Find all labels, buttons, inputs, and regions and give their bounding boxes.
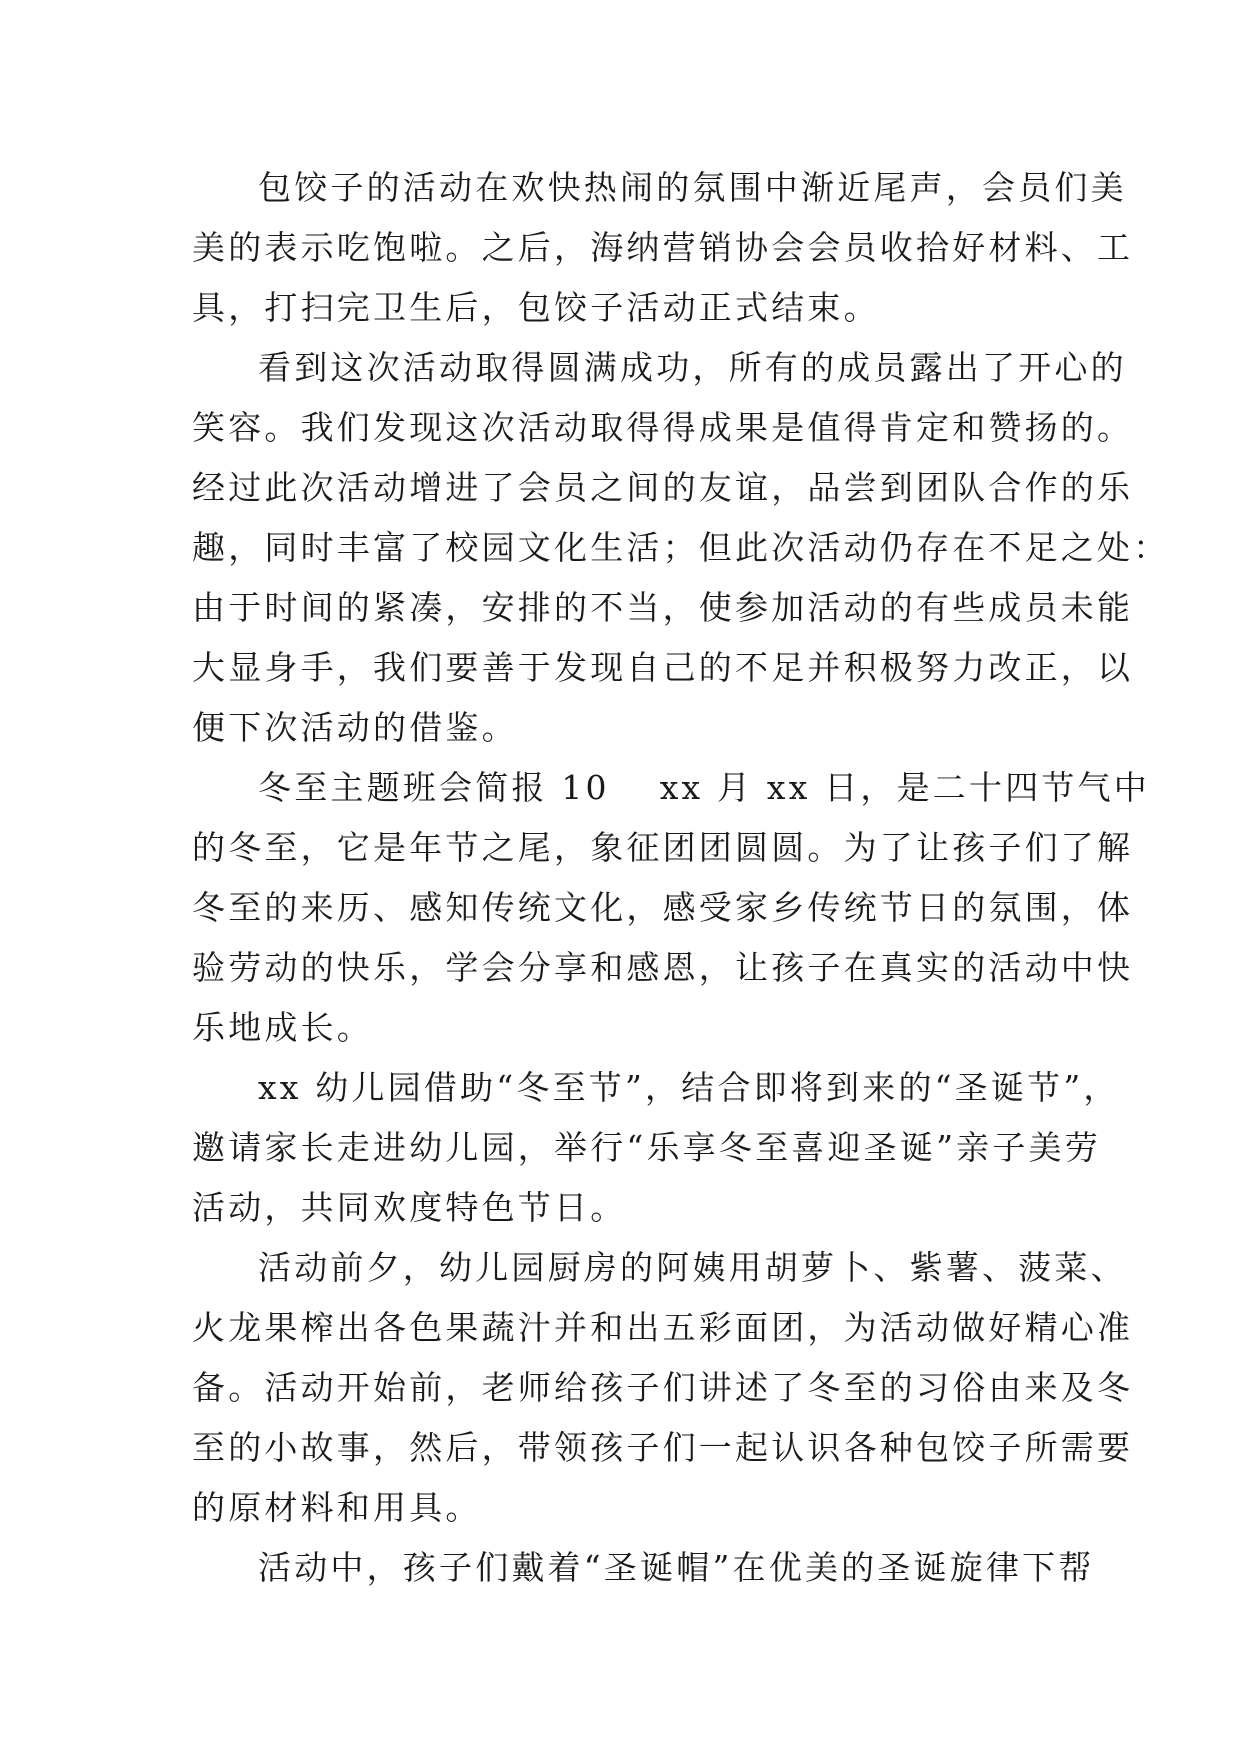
paragraph-3-line-3: 冬至的来历、感知传统文化，感受家乡传统节日的氛围，体 (192, 888, 1134, 927)
paragraph-1-line-3: 具，打扫完卫生后，包饺子活动正式结束。 (192, 288, 880, 327)
paragraph-5-line-3: 备。活动开始前，老师给孩子们讲述了冬至的习俗由来及冬 (192, 1368, 1134, 1407)
paragraph-2-line-1: 看到这次活动取得圆满成功，所有的成员露出了开心的 (258, 348, 1127, 387)
paragraph-2-line-6: 大显身手，我们要善于发现自己的不足并积极努力改正，以 (192, 648, 1134, 687)
paragraph-5-line-4: 至的小故事，然后，带领孩子们一起认识各种包饺子所需要 (192, 1428, 1134, 1467)
document-body (192, 158, 1170, 1598)
paragraph-2-line-7: 便下次活动的借鉴。 (192, 708, 518, 747)
paragraph-4-line-2: 邀请家长走进幼儿园，举行“乐享冬至喜迎圣诞”亲子美劳 (192, 1128, 1101, 1167)
paragraph-3-line-1 (192, 758, 1151, 818)
paragraph-1-line-1: 包饺子的活动在欢快热闹的氛围中渐近尾声，会员们美 (258, 168, 1127, 207)
paragraph-6-line-1: 活动中，孩子们戴着“圣诞帽”在优美的圣诞旋律下帮 (258, 1548, 1095, 1587)
paragraph-3-line-4: 验劳动的快乐，学会分享和感恩，让孩子在真实的活动中快 (192, 948, 1134, 987)
paragraph-2-line-4: 趣，同时丰富了校园文化生活；但此次活动仍存在不足之处： (192, 528, 1170, 567)
paragraph-2-line-5: 由于时间的紧凑，安排的不当，使参加活动的有些成员未能 (192, 588, 1134, 627)
date-text: xx 月 xx 日，是二十四节气中 (659, 768, 1151, 807)
paragraph-5-line-1: 活动前夕，幼儿园厨房的阿姨用胡萝卜、紫薯、菠菜、 (258, 1248, 1127, 1287)
paragraph-4-line-1: xx 幼儿园借助“冬至节”，结合即将到来的“圣诞节”， (258, 1068, 1120, 1107)
paragraph-3-line-2: 的冬至，它是年节之尾，象征团团圆圆。为了让孩子们了解 (192, 828, 1134, 867)
paragraph-5-line-2: 火龙果榨出各色果蔬汁并和出五彩面团，为活动做好精心准 (192, 1308, 1134, 1347)
paragraph-5-line-5: 的原材料和用具。 (192, 1488, 482, 1527)
section-heading: 冬至主题班会简报 10 (258, 768, 610, 807)
paragraph-1-line-2: 美的表示吃饱啦。之后，海纳营销协会会员收拾好材料、工 (192, 228, 1134, 267)
paragraph-4-line-3: 活动，共同欢度特色节日。 (192, 1188, 627, 1227)
paragraph-2-line-2: 笑容。我们发现这次活动取得得成果是值得肯定和赞扬的。 (192, 408, 1134, 447)
paragraph-2-line-3: 经过此次活动增进了会员之间的友谊，品尝到团队合作的乐 (192, 468, 1134, 507)
paragraph-3-line-5: 乐地成长。 (192, 1008, 373, 1047)
